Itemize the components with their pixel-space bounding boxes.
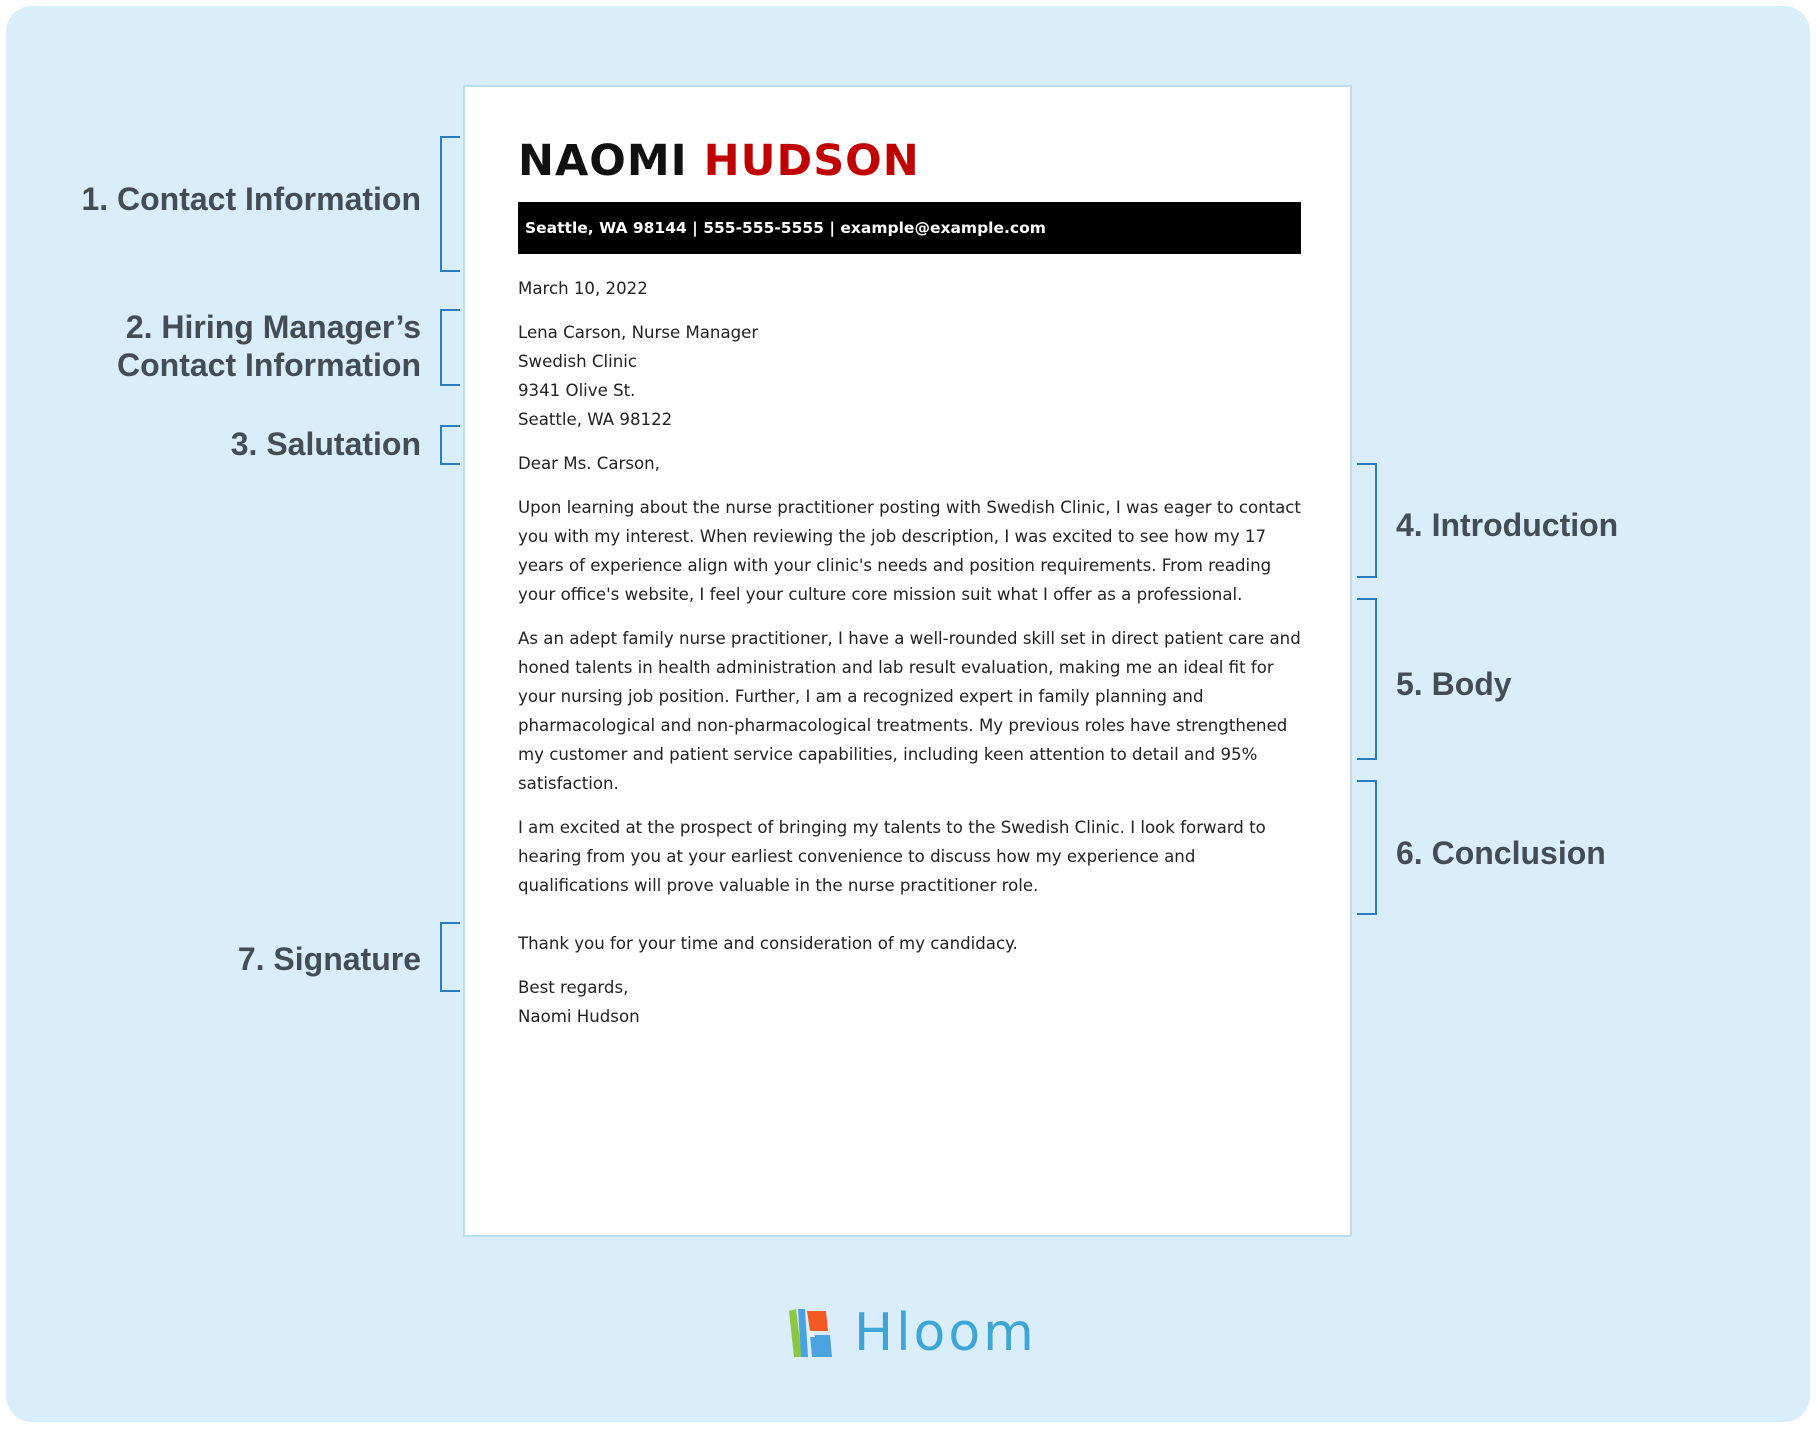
label-signature: 7. Signature [237,941,421,977]
letter-body [518,274,1308,1046]
bracket-body [1357,598,1377,760]
label-contact-information: 1. Contact Information [81,181,421,217]
thanks-line: Thank you for your time and consideration of my candidacy. [518,934,1018,953]
recipient-line: 9341 Olive St. [518,381,636,400]
hloom-logo-text: Hloom [854,1303,1037,1363]
recipient-address [518,318,1308,434]
body-paragraph: As an adept family nurse practitioner, I have a well-rounded skill set in direct patient care and honed talents in health administration and lab result evaluation, making me an ideal fit for your nursing job position. Further, I am a recognized expert in family planning and pharmacological and non-pharmacological treatments. My previous roles have strengthened my customer and patient service capabilities, including keen attention to detail and 95% satisfaction. [518,629,1301,793]
cover-letter-page [463,85,1352,1237]
label-conclusion: 6. Conclusion [1396,835,1606,871]
closing-line: Best regards, [518,978,629,997]
bracket-salutation [440,425,460,465]
bracket-contact-information [440,136,460,272]
salutation: Dear Ms. Carson, [518,454,660,473]
applicant-first-name: NAOMI [518,136,688,186]
applicant-name [518,135,920,187]
label-body: 5. Body [1396,666,1512,702]
label-hiring-manager [117,308,421,384]
label-salutation: 3. Salutation [230,426,421,462]
introduction-paragraph: Upon learning about the nurse practitioner posting with Swedish Clinic, I was eager to contact you with my interest. When reviewing the job description, I was excited to see how my 17 years of experience align with your clinic's needs and position requirements. From reading your office's website, I feel your culture core mission suit what I offer as a professional. [518,498,1301,604]
hloom-logo [786,1305,1037,1361]
label-hiring-manager-line2: Contact Information [117,347,421,383]
label-hiring-manager-line1: 2. Hiring Manager’s [125,309,421,345]
applicant-last-name: HUDSON [703,136,920,186]
bracket-introduction [1357,463,1377,578]
conclusion-paragraph: I am excited at the prospect of bringing my talents to the Swedish Clinic. I look forward to hearing from you at your earliest convenience to discuss how my experience and qualifications will prove valuable in the nurse practitioner role. [518,818,1266,895]
bracket-conclusion [1357,780,1377,915]
hloom-logo-icon [786,1307,846,1359]
recipient-line: Seattle, WA 98122 [518,410,673,429]
signature-block [518,973,1308,1031]
contact-bar: Seattle, WA 98144 | 555-555-5555 | example@example.com [518,202,1301,254]
recipient-line: Lena Carson, Nurse Manager [518,323,759,342]
letter-date: March 10, 2022 [518,279,648,298]
recipient-line: Swedish Clinic [518,352,637,371]
label-introduction: 4. Introduction [1396,507,1619,543]
bracket-hiring-manager [440,309,460,386]
bracket-signature [440,922,460,992]
signature-name: Naomi Hudson [518,1007,640,1026]
